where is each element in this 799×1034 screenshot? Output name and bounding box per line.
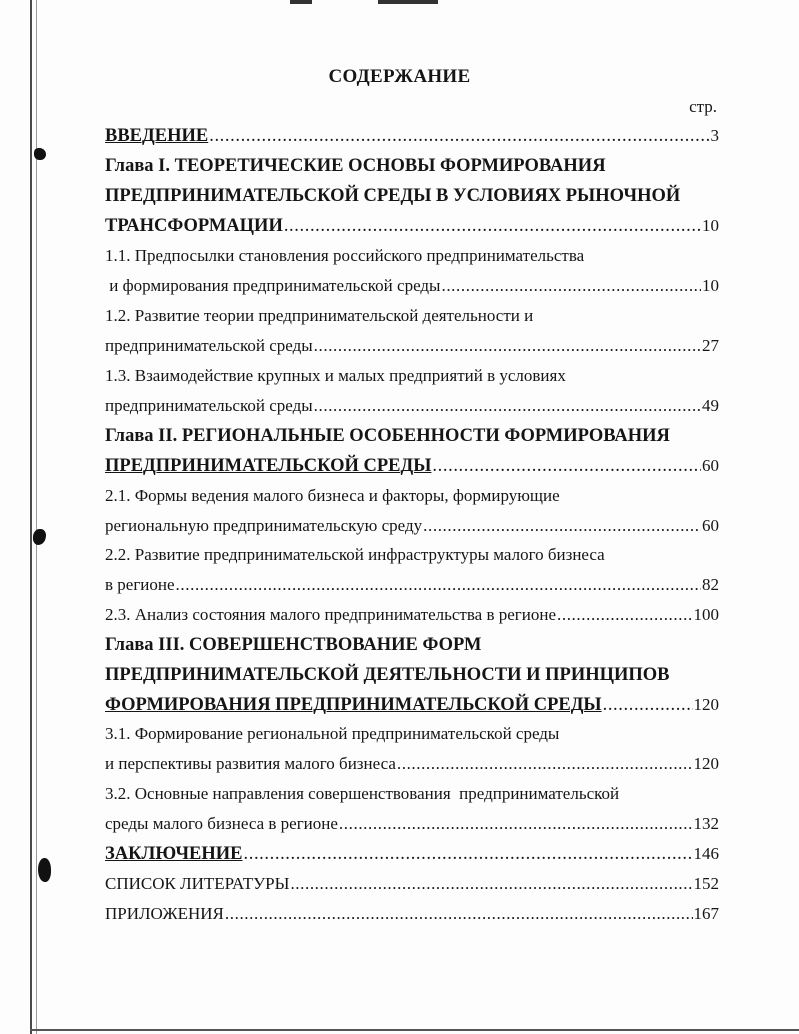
scan-mark-top (378, 0, 438, 4)
toc-section-1-3 (105, 395, 719, 417)
toc-entry-page: 60 (702, 456, 719, 475)
toc-entry-appendices (105, 903, 719, 925)
scan-blot (33, 529, 46, 545)
toc-entry-page: 167 (693, 904, 719, 923)
toc-chapter-2-line (105, 425, 719, 447)
leader-dots (209, 125, 709, 147)
scan-blot (38, 858, 51, 882)
toc-entry-text: ПРЕДПРИНИМАТЕЛЬСКОЙ ДЕЯТЕЛЬНОСТИ И ПРИНЦИПОВ (105, 665, 670, 685)
toc-entry-text: ФОРМИРОВАНИЯ ПРЕДПРИНИМАТЕЛЬСКОЙ СРЕДЫ (105, 695, 602, 715)
leader-dots (284, 215, 701, 237)
leader-dots (432, 455, 701, 477)
toc-entry-text: и формирования предпринимательской среды (105, 276, 441, 295)
toc-entry-bibliography (105, 873, 719, 895)
toc-chapter-1-line (105, 215, 719, 237)
toc-entry-text: ЗАКЛЮЧЕНИЕ (105, 844, 243, 864)
toc-entry-text: 1.1. Предпосылки становления российского предпринимательства (105, 246, 585, 265)
toc-entry-text: предпринимательской среды (105, 336, 313, 355)
toc-entry-page: 132 (693, 814, 719, 833)
toc-entry-page: 3 (710, 126, 719, 145)
toc-entry-intro (105, 125, 719, 147)
toc-entry-text: Глава III. СОВЕРШЕНСТВОВАНИЕ ФОРМ (105, 635, 482, 655)
toc-entry-text: Глава I. ТЕОРЕТИЧЕСКИЕ ОСНОВЫ ФОРМИРОВАНИЯ (105, 156, 606, 176)
toc-section-1-1 (105, 275, 719, 297)
toc-chapter-3-line (105, 664, 719, 686)
toc-entry-text: 3.1. Формирование региональной предпринимательской среды (105, 724, 560, 743)
toc-section-1-3 (105, 365, 719, 387)
toc-entry-text: предпринимательской среды (105, 396, 313, 415)
scan-mark-top (290, 0, 312, 4)
leader-dots (603, 694, 693, 716)
leader-dots (225, 903, 693, 925)
scan-edge-left (30, 0, 32, 1034)
toc-entry-text: 1.2. Развитие теории предпринимательской деятельности и (105, 306, 534, 325)
page-title: СОДЕРЖАНИЕ (328, 66, 471, 87)
toc-entry-page: 60 (702, 516, 719, 535)
leader-dots (176, 574, 701, 596)
toc-section-2-3 (105, 604, 719, 626)
toc-entry-text: 2.1. Формы ведения малого бизнеса и факторы, формирующие (105, 486, 560, 505)
toc-chapter-2-line (105, 455, 719, 477)
toc-section-2-1 (105, 515, 719, 537)
toc-entry-page: 10 (702, 216, 719, 235)
toc-section-3-2 (105, 783, 719, 805)
toc-entry-text: 2.3. Анализ состояния малого предпринимательства в регионе (105, 605, 556, 624)
toc-section-1-2 (105, 305, 719, 327)
toc-entry-text: среды малого бизнеса в регионе (105, 814, 338, 833)
toc-section-3-1 (105, 723, 719, 745)
leader-dots (290, 873, 692, 895)
toc-section-3-1 (105, 753, 719, 775)
scan-blot (34, 148, 46, 160)
leader-dots (557, 604, 693, 626)
toc-entry-text: 2.2. Развитие предпринимательской инфраструктуры малого бизнеса (105, 545, 605, 564)
page-column-label: стр. (689, 97, 717, 116)
toc-entry-text: ПРИЛОЖЕНИЯ (105, 904, 224, 923)
toc-entry-text: 1.3. Взаимодействие крупных и малых предприятий в условиях (105, 366, 566, 385)
toc-chapter-3-line (105, 634, 719, 656)
toc-section-1-2 (105, 335, 719, 357)
leader-dots (423, 515, 701, 537)
toc-entry-page: 10 (702, 276, 719, 295)
toc-entry-text: ПРЕДПРИНИМАТЕЛЬСКОЙ СРЕДЫ В УСЛОВИЯХ РЫНОЧНОЙ (105, 186, 681, 206)
toc-entry-page: 27 (702, 336, 719, 355)
toc-entry-text: Глава II. РЕГИОНАЛЬНЫЕ ОСОБЕННОСТИ ФОРМИРОВАНИЯ (105, 426, 670, 446)
toc-entry-text: и перспективы развития малого бизнеса (105, 754, 396, 773)
toc-entry-page: 82 (702, 575, 719, 594)
toc-section-2-2 (105, 574, 719, 596)
scan-edge-bottom (30, 1029, 799, 1031)
leader-dots (314, 335, 701, 357)
toc-section-1-1 (105, 245, 719, 267)
toc-entry-text: ПРЕДПРИНИМАТЕЛЬСКОЙ СРЕДЫ (105, 456, 432, 476)
toc-entry-page: 120 (693, 695, 719, 714)
toc-entry-text: в регионе (105, 575, 175, 594)
toc-entry-conclusion (105, 843, 719, 865)
toc-entry-text: 3.2. Основные направления совершенствования предпринимательской (105, 784, 620, 803)
toc-chapter-1-line (105, 155, 719, 177)
toc-entry-text: ВВЕДЕНИЕ (105, 126, 209, 146)
leader-dots (244, 843, 693, 865)
toc-entry-page: 100 (693, 605, 719, 624)
leader-dots (397, 753, 693, 775)
toc-entry-text: СПИСОК ЛИТЕРАТУРЫ (105, 874, 290, 893)
toc-entry-text: региональную предпринимательскую среду (105, 516, 423, 535)
toc-section-3-2 (105, 813, 719, 835)
toc-chapter-3-line (105, 694, 719, 716)
toc-section-2-2 (105, 544, 719, 566)
toc-section-2-1 (105, 485, 719, 507)
leader-dots (441, 275, 701, 297)
toc-entry-page: 120 (693, 754, 719, 773)
leader-dots (314, 395, 701, 417)
toc-chapter-1-line (105, 185, 719, 207)
toc-entry-page: 146 (693, 844, 719, 863)
leader-dots (339, 813, 693, 835)
toc-entry-page: 49 (702, 396, 719, 415)
toc-entry-page: 152 (693, 874, 719, 893)
toc-entry-text: ТРАНСФОРМАЦИИ (105, 216, 283, 236)
